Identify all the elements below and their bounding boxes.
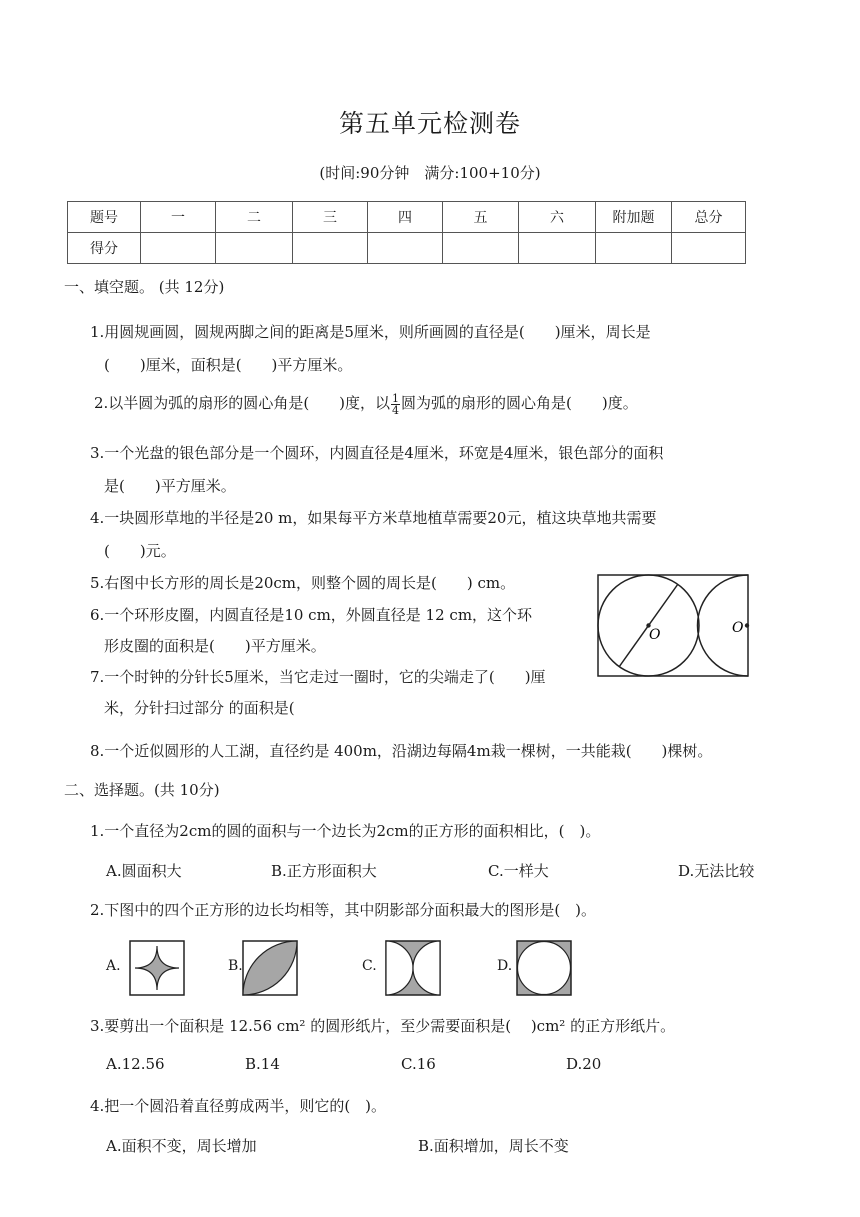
choice-3-option-b[interactable]: B.14 [245, 1055, 280, 1073]
score-blank-cell[interactable] [216, 233, 293, 264]
score-header-cell: 五 [443, 202, 519, 233]
choice-question-3: 3.要剪出一个面积是 12.56 cm² 的圆形纸片，至少需要面积是( )cm² 的正方形纸片。 [90, 1017, 676, 1035]
section2-heading: 二、选择题。(共 10分) [64, 781, 220, 799]
choice-question-1: 1.一个直径为2cm的圆的面积与一个边长为2cm的正方形的面积相比，( )。 [90, 822, 601, 840]
score-blank-cell[interactable] [596, 233, 672, 264]
score-blank-cell[interactable] [672, 233, 746, 264]
question-1-line-2: ( )厘米，面积是( )平方厘米。 [104, 356, 353, 374]
score-header-cell: 题号 [68, 202, 141, 233]
choice-3-option-c[interactable]: C.16 [401, 1055, 436, 1073]
score-table-score-row [68, 233, 746, 264]
score-header-cell: 四 [368, 202, 443, 233]
question-7-line-1: 7.一个时钟的分针长5厘米，当它走过一圈时，它的尖端走了( )厘 [90, 668, 546, 686]
question-3-line-1: 3.一个光盘的银色部分是一个圆环，内圆直径是4厘米，环宽是4厘米，银色部分的面积 [90, 444, 664, 462]
choice-1-option-b[interactable]: B.正方形面积大 [271, 862, 377, 880]
question-2-text-post: 圆为弧的扇形的圆心角是( )度。 [401, 394, 638, 412]
choice-3-option-a[interactable]: A.12.56 [106, 1055, 165, 1073]
exam-info: (时间:90分钟 满分:100+10分) [319, 164, 541, 182]
figure-option-label-b: B. [228, 958, 243, 974]
score-header-cell: 二 [216, 202, 293, 233]
circle-d [518, 942, 571, 995]
score-row-label: 得分 [68, 233, 141, 264]
question-5: 5.右图中长方形的周长是20cm，则整个圆的周长是( ) cm。 [90, 574, 516, 592]
score-header-cell: 附加题 [596, 202, 672, 233]
figure-label-left: O [649, 627, 661, 643]
figure-option-label-a: A. [106, 958, 121, 974]
question-4-line-1: 4.一块圆形草地的半径是20 m，如果每平方米草地植草需要20元，植这块草地共需要 [90, 509, 657, 527]
figure-option-c-half-circles[interactable] [385, 940, 441, 996]
figure-option-a-star-square[interactable] [129, 940, 185, 996]
score-header-cell: 总分 [672, 202, 746, 233]
score-table [67, 201, 746, 264]
score-blank-cell[interactable] [519, 233, 596, 264]
score-blank-cell[interactable] [443, 233, 519, 264]
score-header-cell: 一 [141, 202, 216, 233]
score-blank-cell[interactable] [141, 233, 216, 264]
question-2 [94, 392, 638, 416]
choice-3-option-d[interactable]: D.20 [566, 1055, 602, 1073]
choice-question-2: 2.下图中的四个正方形的边长均相等，其中阴影部分面积最大的图形是( )。 [90, 901, 597, 919]
choice-1-option-d[interactable]: D.无法比较 [678, 862, 755, 880]
question-6-line-1: 6.一个环形皮圈，内圆直径是10 cm，外圆直径是 12 cm，这个环 [90, 606, 533, 624]
section1-heading: 一、填空题。 (共 12分) [64, 278, 225, 296]
choice-4-option-b[interactable]: B.面积增加，周长不变 [418, 1137, 569, 1155]
fraction-one-quarter [391, 393, 400, 416]
fraction-numerator: 1 [392, 391, 400, 405]
rectangle-circles-figure [595, 573, 751, 679]
question-3-line-2: 是( )平方厘米。 [104, 477, 236, 495]
figure-label-right: O [732, 620, 744, 636]
question-2-text-pre: 2.以半圆为弧的扇形的圆心角是( )度，以 [94, 394, 391, 412]
figure-option-b-leaf-square[interactable] [242, 940, 298, 996]
question-7-line-2: 米，分针扫过部分 的面积是( [104, 699, 295, 717]
figure-option-label-c: C. [362, 958, 377, 974]
fraction-denominator: 4 [392, 403, 400, 417]
score-table-header-row [68, 202, 746, 233]
score-blank-cell[interactable] [293, 233, 368, 264]
choice-question-4: 4.把一个圆沿着直径剪成两半，则它的( )。 [90, 1097, 387, 1115]
question-6-line-2: 形皮圈的面积是( )平方厘米。 [104, 637, 326, 655]
figure-option-d-inscribed-circle[interactable] [516, 940, 572, 996]
question-4-line-2: ( )元。 [104, 542, 176, 560]
figure-option-label-d: D. [497, 958, 513, 974]
choice-1-option-a[interactable]: A.圆面积大 [106, 862, 182, 880]
question-8: 8.一个近似圆形的人工湖，直径约是 400m，沿湖边每隔4m栽一棵树，一共能栽( )棵树。 [90, 742, 713, 760]
question-1-line-1: 1.用圆规画圆，圆规两脚之间的距离是5厘米，则所画圆的直径是( )厘米，周长是 [90, 323, 651, 341]
score-header-cell: 三 [293, 202, 368, 233]
choice-1-option-c[interactable]: C.一样大 [488, 862, 549, 880]
choice-4-option-a[interactable]: A.面积不变，周长增加 [106, 1137, 257, 1155]
page-title: 第五单元检测卷 [338, 109, 521, 138]
score-header-cell: 六 [519, 202, 596, 233]
score-blank-cell[interactable] [368, 233, 443, 264]
figure-center-dot-right [745, 623, 749, 627]
